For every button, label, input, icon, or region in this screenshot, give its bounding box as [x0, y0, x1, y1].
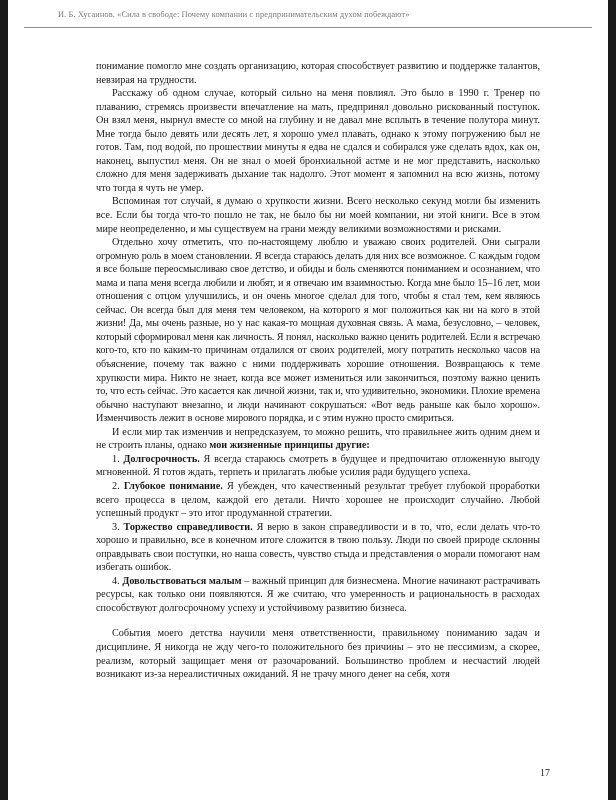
paragraph-parents: Отдельно хочу отметить, что по-настоящему люблю и уважаю своих родителей. Они сыграли огромную роль в моем становлении. Я всегда стараюсь делать для них все возможное. С каждым годом я все больше переосмысливаю свое детство, и обиды и боль сменяются пониманием и осознанием, что мама и папа меня всегда любили и любят, и я отвечаю им взаимностью. Когда мне было 15–16 лет, мои отношения с отцом улучшились, и он очень многое сделал для того, чтобы я стал тем, кем являюсь сейчас. Он всегда был для меня тем человеком, на которого я мог положиться как ни на кого в этой жизни! Да, мы очень разные, но у нас какая-то мощная духовная связь. А мама, безусловно, – человек, который сформировал меня как личность. Я понял, насколько важно ценить родителей. Если я встречаю кого-то, кто по каким-то причинам отдалился от своих родителей, могу потратить несколько часов на объяснение, почему так важно с ними поддерживать хорошие отношения. Возвращаюсь к теме хрупкости мира. Никто не знает, когда все может измениться или закончиться, поэтому важно ценить то, что есть сейчас. Это касается как личной жизни, так и, что удивительно, экономики. Плохие времена обычно наступают внезапно, и люди начинают сокрушаться: «Вот ведь раньше как было хорошо». Изменчивость лежит в основе мирового порядка, и с этим нужно просто смириться. — [96, 237, 540, 425]
paragraph-swimming-story: Расскажу об одном случае, который сильно на меня повлиял. Это было в 1990 г. Тренер по плаванию, стремясь произвести впечатление на мать, предпринял довольно рискованный поступок. Он взял меня, нырнул вместе со мной на глубину и не давал мне всплыть в течение полутора минут. Мне тогда было девять или десять лет, я хорошо умел плавать, однако к этому погружению был не готов. Там, под водой, по прошествии минуты я едва не сдался и собирался уже сделать вдох, как он, наконец, выпустил меня. Он не знал о моей бронхиальной астме и не мог представить, насколько сложно для меня задерживать дыхание так надолго. Этот момент я запомнил на всю жизнь, потому что тогда я чуть не умер. — [96, 88, 540, 194]
principle-1 — [96, 453, 540, 480]
principle-3-title: Торжество справедливости. — [123, 521, 253, 533]
principle-4 — [96, 575, 540, 616]
principle-4-text: – важный принцип для бизнесмена. Многие начинают растрачивать ресурсы, как только они появляются. Я же считаю, что умеренность и рациональность в расходах способствуют долгосрочному успеху и устойчивому развитию бизнеса. — [96, 575, 541, 614]
principles-intro-text: И если мир так изменчив и непредсказуем, то можно решить, что правильнее жить одним днем и не строить планы, однако — [96, 426, 540, 452]
paragraph-childhood-lessons: События моего детства научили меня ответственности, правильному пониманию задач и дисциплине. Я никогда не жду чего-то положительного без причины – это не пессимизм, а скорее, реализм, который защищает меня от разочарований. Большинство проблем и несчастий людей возникают из-за нереалистичных ожиданий. Я не трачу много денег на себя, хотя — [96, 628, 540, 681]
principle-4-title: Довольствоваться малым — [122, 575, 242, 587]
principle-1-text: Я всегда стараюсь смотреть в будущее и предпочитаю отложенную выгоду мгновенной. Я готов ждать, терпеть и прилагать любые усилия ради будущего успеха. — [96, 453, 540, 479]
principle-1-number: 1. — [112, 453, 124, 465]
header-rule — [24, 27, 592, 28]
principle-3-number: 3. — [112, 521, 124, 533]
paragraph-fragility-of-life: Вспоминая тот случай, я думаю о хрупкости жизни. Всего несколько секунд могли бы изменить все. Если бы тогда что-то пошло не так, не было бы ни моей компании, ни этой книги. Все в этом мире неопределенно, и мы существуем на грани между великими возможностями и рисками. — [96, 196, 540, 235]
principles-intro-bold: мои жизненные принципы другие: — [209, 440, 370, 452]
page-number: 17 — [540, 768, 550, 779]
document-page — [8, 0, 608, 800]
principle-3-text: Я верю в закон справедливости и в то, что, если делать что-то хорошо и правильно, все в конечном итоге сложится в твою пользу. Люди по своей природе склонны оправдывать свои поступки, но наша совесть, чувство стыда и представления о морали помогают нам избегать ошибок. — [96, 521, 541, 574]
principle-2-number: 2. — [112, 480, 124, 492]
principle-1-title: Долгосрочность. — [123, 453, 200, 465]
principle-3 — [96, 521, 540, 575]
principle-2-title: Глубокое понимание. — [123, 480, 223, 492]
running-head: И. Б. Хусаинов. «Сила в свободе: Почему компании с предпринимательским духом побеждают» — [58, 10, 410, 19]
paragraph-principles-intro — [96, 426, 540, 453]
principle-4-number: 4. — [112, 575, 123, 587]
paragraph-continuation: понимание помогло мне создать организацию, которая способствует развитию и поддержке талантов, невзирая на трудности. — [96, 61, 540, 86]
principle-2 — [96, 480, 540, 521]
body-text — [96, 60, 540, 682]
principle-2-text: Я убежден, что качественный результат требует глубокой проработки всего процесса в целом, каждой его детали. Ничто хорошее не происходит случайно. Любой успешный продукт – это итог продуманной стратегии. — [96, 480, 541, 520]
